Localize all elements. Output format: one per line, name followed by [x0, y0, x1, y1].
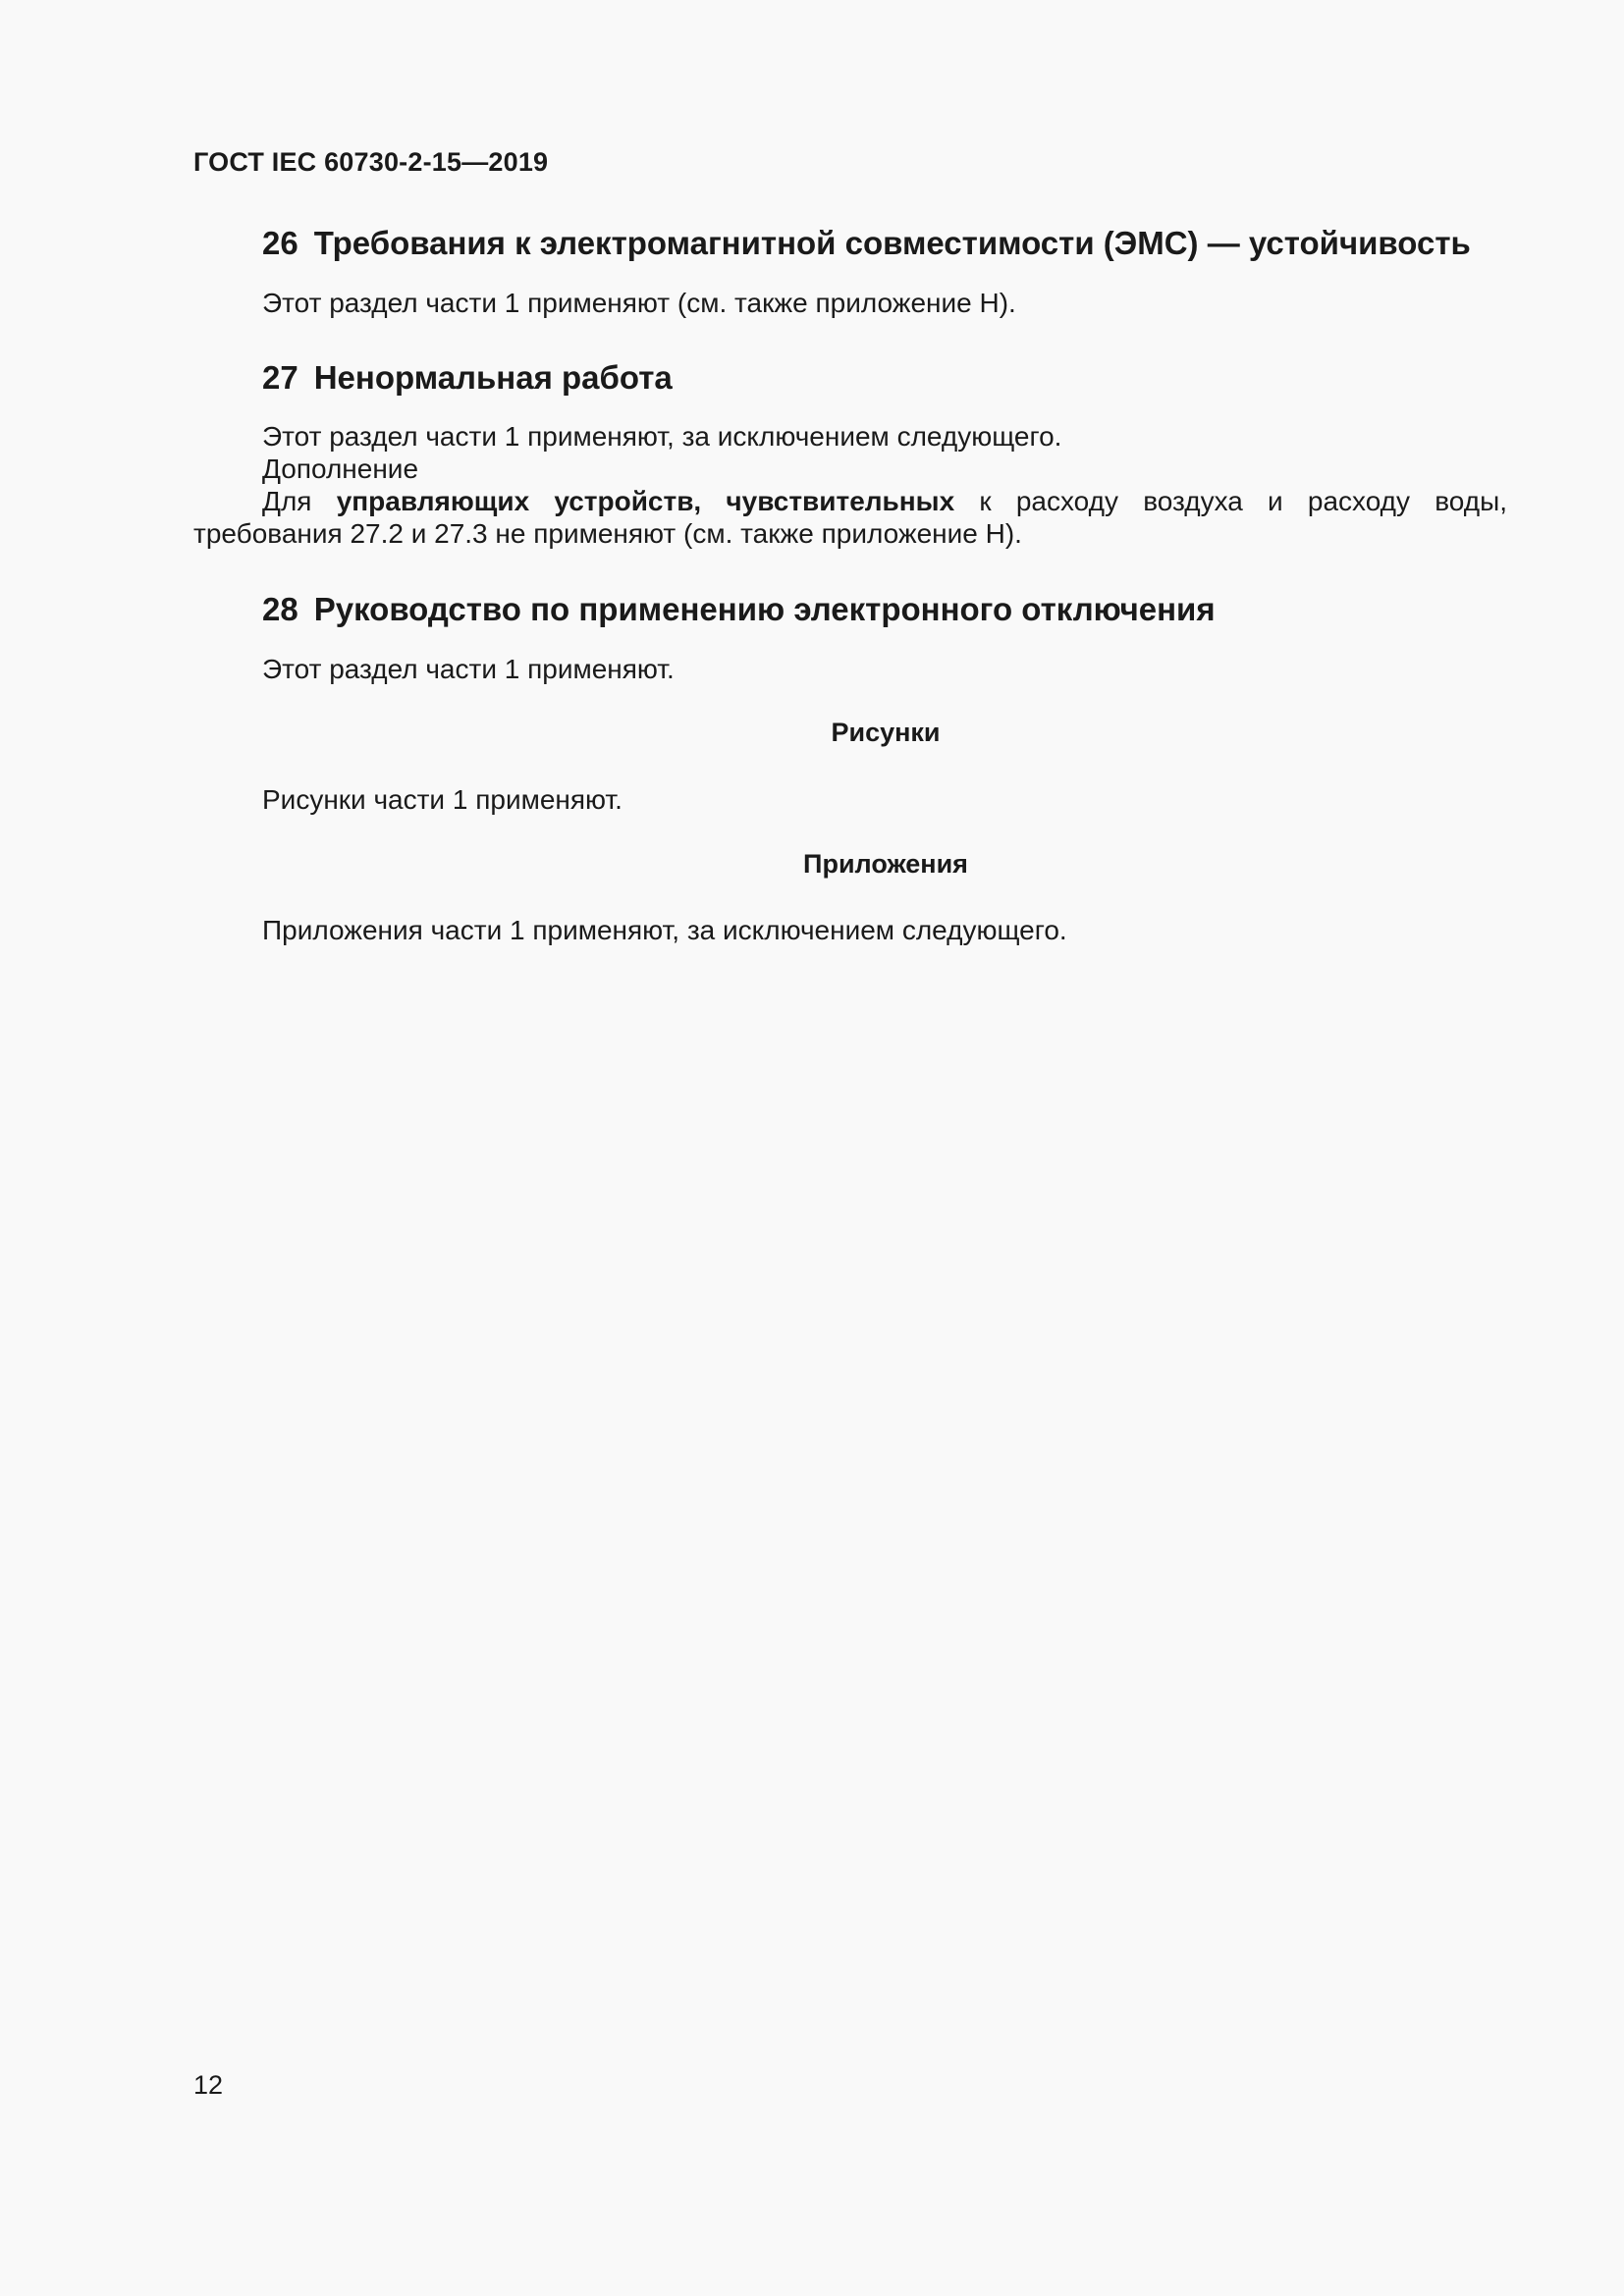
section-number: 26 [262, 225, 298, 261]
addition-suffix: к расходу воздуха и расходу воды, требования 27.2 и 27.3 не применяют (см. также приложение Н). [193, 486, 1507, 549]
annexes-heading: Приложения [803, 849, 968, 879]
addition-text [193, 485, 1507, 550]
section-27-paragraph: Этот раздел части 1 применяют, за исключением следующего. [262, 421, 1062, 452]
addition-term: управляющих устройств, чувствительных [336, 486, 955, 516]
document-header-code: ГОСТ IEC 60730-2-15—2019 [193, 147, 549, 177]
figures-heading: Рисунки [831, 718, 941, 747]
section-title: Руководство по применению электронного отключения [313, 591, 1216, 627]
section-heading-27 [262, 359, 673, 397]
page-number: 12 [193, 2070, 224, 2100]
addition-prefix: Для [262, 486, 337, 516]
addition-label: Дополнение [262, 454, 419, 484]
section-heading-28 [262, 591, 1216, 628]
figures-paragraph: Рисунки части 1 применяют. [262, 784, 623, 815]
section-26-paragraph: Этот раздел части 1 применяют (см. также приложение Н). [262, 288, 1016, 318]
section-title: Требования к электромагнитной совместимости (ЭМС) — устойчивость [313, 225, 1471, 261]
section-title: Ненормальная работа [313, 359, 673, 396]
section-number: 27 [262, 359, 298, 396]
annexes-paragraph: Приложения части 1 применяют, за исключением следующего. [262, 915, 1067, 945]
section-28-paragraph: Этот раздел части 1 применяют. [262, 654, 675, 684]
section-number: 28 [262, 591, 298, 627]
section-heading-26 [262, 225, 1471, 262]
